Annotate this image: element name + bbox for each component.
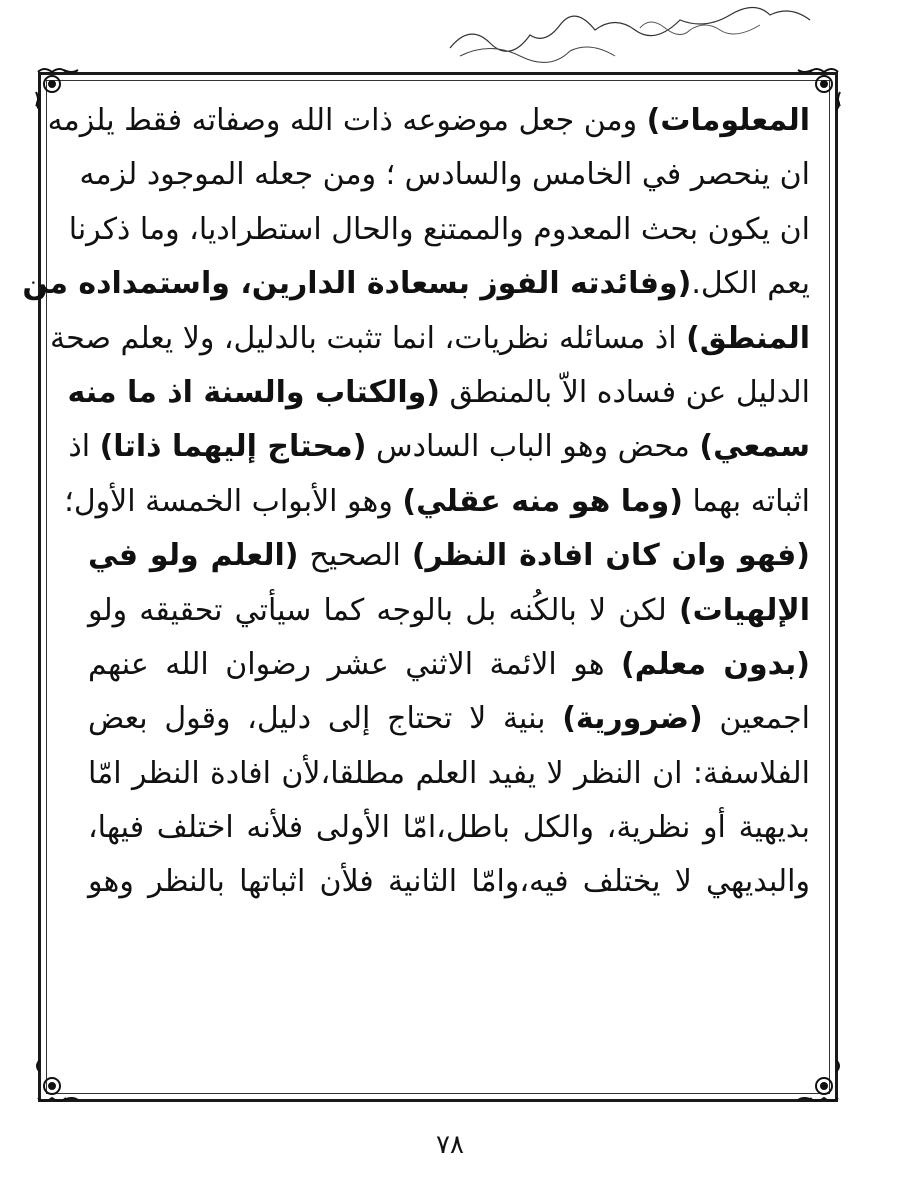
text-line bbox=[64, 475, 810, 529]
commentary-text: الصحيح bbox=[298, 538, 412, 574]
text-line bbox=[88, 529, 810, 583]
commentary-text: اذ bbox=[68, 429, 100, 465]
corner-ornament-bottom-right bbox=[782, 1052, 846, 1108]
commentary-text: ان يكون بحث المعدوم والممتنع والحال استطراديا، وما ذكرنا bbox=[68, 211, 810, 247]
commentary-text: اجمعين bbox=[702, 701, 810, 737]
commentary-text: اذ مسائله نظريات، انما تثبت بالدليل، ولا يعلم صحة bbox=[50, 320, 687, 356]
commentary-text: ومن جعل موضوعه ذات الله وصفاته فقط يلزمه bbox=[47, 103, 647, 138]
handwritten-marginal-note bbox=[440, 8, 860, 63]
commentary-text: هو الائمة الاثني عشر رضوان الله عنهم bbox=[88, 646, 622, 682]
commentary-text: وهو الأبواب الخمسة الأول؛ bbox=[64, 483, 403, 519]
text-line bbox=[88, 747, 810, 801]
bold-matn-text: الإلهيات) bbox=[678, 592, 810, 628]
corner-ornament-bottom-left bbox=[30, 1052, 94, 1108]
text-line bbox=[88, 692, 810, 746]
bold-matn-text: المنطق) bbox=[686, 320, 810, 356]
text-line bbox=[50, 312, 810, 366]
commentary-text: بنية لا تحتاج إلى دليل، وقول بعض bbox=[88, 701, 563, 737]
text-line bbox=[22, 257, 810, 311]
commentary-text: الدليل عن فساده الاّ بالمنطق bbox=[440, 374, 810, 410]
bold-matn-text: (والكتاب والسنة اذ ما منه bbox=[67, 374, 441, 410]
text-line bbox=[67, 366, 810, 420]
commentary-text: لكن لا بالكُنه بل بالوجه كما سيأتي تحقيقه ولو bbox=[88, 592, 679, 628]
commentary-text: اثباته بهما bbox=[682, 483, 810, 519]
text-line bbox=[47, 94, 810, 148]
bold-matn-text: (محتاج إليهما ذاتا) bbox=[99, 429, 367, 465]
page-number: ٧٨ bbox=[436, 1130, 464, 1160]
bold-matn-text: (وما هو منه عقلي) bbox=[402, 483, 683, 519]
commentary-text: ان ينحصر في الخامس والسادس ؛ ومن جعله الموجود لزمه bbox=[79, 157, 810, 193]
commentary-text: الفلاسفة: ان النظر لا يفيد العلم مطلقا،لأن افادة النظر امّا bbox=[88, 755, 810, 791]
text-line bbox=[88, 855, 810, 909]
body-text bbox=[22, 94, 810, 910]
text-line bbox=[88, 638, 810, 692]
bold-matn-text: (ضرورية) bbox=[562, 701, 703, 737]
commentary-text: بديهية أو نظرية، والكل باطل،امّا الأولى فلأنه اختلف فيها، bbox=[88, 810, 810, 846]
bold-matn-text: (فهو وان كان افادة النظر) bbox=[411, 538, 810, 574]
text-line bbox=[68, 420, 810, 474]
bold-matn-text: سمعي) bbox=[699, 429, 810, 465]
bold-matn-text: المعلومات) bbox=[646, 103, 810, 138]
bold-matn-text: (وفائدته الفوز بسعادة الدارين، واستمداده من bbox=[22, 266, 692, 302]
text-line bbox=[79, 148, 810, 202]
commentary-text: محض وهو الباب السادس bbox=[366, 429, 700, 465]
commentary-text: والبديهي لا يختلف فيه،وامّا الثانية فلأن اثباتها بالنظر وهو bbox=[88, 864, 810, 900]
text-line bbox=[68, 203, 810, 257]
bold-matn-text: (العلم ولو في bbox=[88, 538, 299, 574]
bold-matn-text: (بدون معلم) bbox=[621, 646, 810, 682]
text-line bbox=[88, 801, 810, 855]
text-line bbox=[88, 584, 810, 638]
commentary-text: يعم الكل. bbox=[691, 266, 810, 302]
